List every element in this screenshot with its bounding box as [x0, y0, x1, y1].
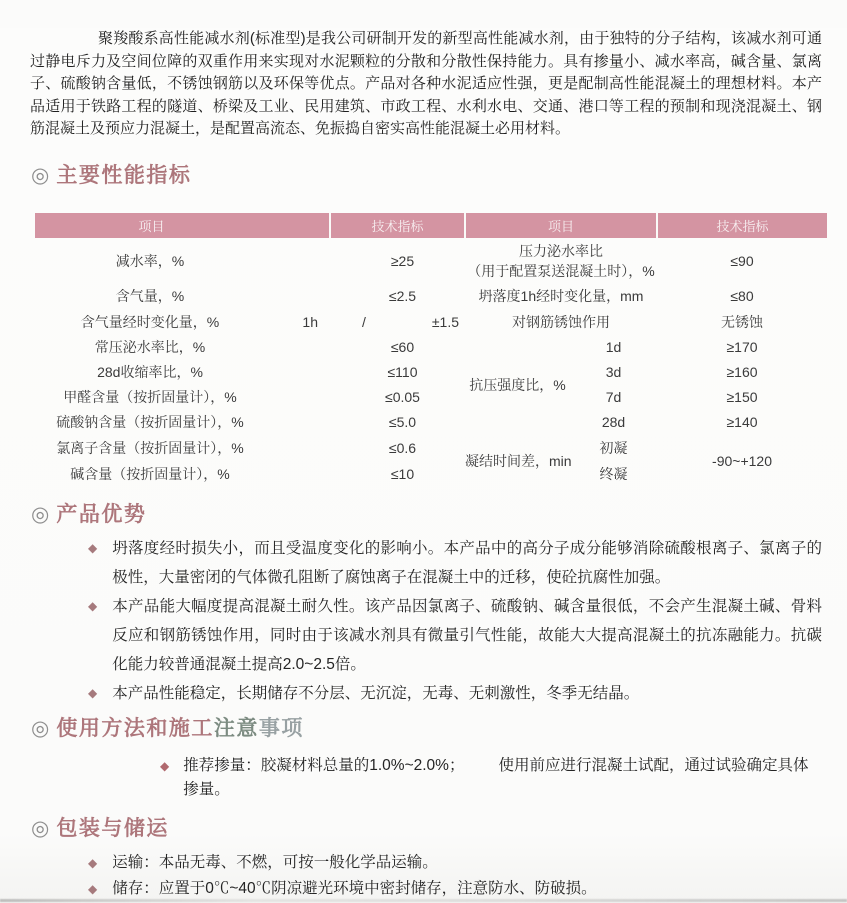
cell-value: ≤0.05 — [385, 389, 420, 405]
cell-value: ≥25 — [390, 252, 415, 269]
cell-value: ≤80 — [730, 288, 754, 304]
table-header-row — [35, 213, 827, 238]
cell-value: ≤5.0 — [388, 414, 417, 430]
section-title: 主要性能指标 — [56, 163, 192, 187]
section-title: 使用方法和施工 — [56, 716, 214, 740]
document-page — [0, 28, 847, 903]
list-item — [88, 850, 822, 876]
cell-sub-value: 1h — [302, 313, 318, 330]
list-item — [88, 592, 822, 679]
list-item — [88, 679, 822, 708]
table-row — [35, 284, 827, 309]
cell-value: ≤2.5 — [388, 288, 417, 304]
table-row — [35, 335, 827, 360]
cell-label-setting: 凝结时间差，min — [465, 453, 572, 469]
list-item-text: 本产品性能稳定，长期储存不分层、无沉淀，无毒、无刺激性，冬季无结晶。 — [112, 684, 640, 702]
cell-value: ≤0.6 — [388, 439, 417, 456]
table-row — [35, 435, 827, 461]
list-item — [88, 534, 822, 592]
intro-paragraph: 聚羧酸系高性能减水剂(标准型)是我公司研制开发的新型高性能减水剂，由于独特的分子结构，该减水剂可通过静电斥力及空间位障的双重作用来实现对水泥颗粒的分散和分散性保持能力。具有掺量小、减水率高，碱含量、氯离子、硫酸钠含量低，不锈蚀钢筋以及环保等优点。产品对各种水泥适应性强，更是配制高性能混凝土的理想材料。本产品适用于铁路工程的隧道、桥梁及工业、民用建筑、市政工程、水利水电、交通、港口等工程的预制和现浇混凝土、钢筋混凝土及预应力混凝土，是配置高流态、免振捣自密实高性能混凝土必用材料。 — [30, 30, 822, 137]
cell-age: 3d — [605, 364, 622, 380]
diamond-bullet-icon: ◆ — [88, 881, 98, 896]
bullseye-icon: ◎ — [31, 816, 50, 840]
cell-label: 坍落度1h经时变化量，mm — [478, 288, 644, 304]
diamond-bullet-icon: ◆ — [160, 758, 170, 773]
cell-label: 减水率，% — [115, 252, 185, 269]
cell-label: 氯离子含量（按折固量计），% — [56, 439, 244, 456]
table-row — [35, 385, 827, 410]
cell-value: ≤110 — [387, 364, 418, 380]
list-item-text: 坍落度经时损失小，而且受温度变化的影响小。本产品中的高分子成分能够消除硫酸根离子、氯离子的极性，大量密闭的气体微孔阻断了腐蚀离子在混凝土中的迁移，使砼抗腐性加强。 — [112, 539, 822, 586]
cell-age: 1d — [605, 339, 622, 355]
performance-table — [35, 213, 827, 488]
cell-value: / ±1.5 — [362, 313, 459, 330]
table-row — [35, 410, 827, 435]
list-item-text: 本产品能大幅度提高混凝土耐久性。该产品因氯离子、硫酸钠、碱含量很低，不会产生混凝土碱、骨料反应和钢筋锈蚀作用，同时由于该减水剂具有微量引气性能，故能大大提高混凝土的抗冻融能力。抗碳化能力较普通混凝土提高2.0~2.5倍。 — [112, 597, 822, 673]
packaging-list — [0, 850, 847, 902]
cell-value: ≤60 — [390, 339, 415, 355]
cell-age: 7d — [605, 389, 622, 405]
cell-value: ≥170 — [726, 339, 758, 355]
cell-stage: 终凝 — [599, 466, 628, 482]
cell-label: 硫酸钠含量（按折固量计），% — [56, 414, 244, 430]
cell-value: ≤90 — [730, 252, 754, 269]
table-row — [35, 238, 827, 284]
section-heading-packaging — [31, 816, 847, 842]
table-row — [35, 360, 827, 385]
list-item-text: 运输：本品无毒、不燃，可按一般化学品运输。 — [112, 853, 438, 871]
scan-artifact — [0, 899, 847, 902]
cell-label: 对钢筋锈蚀作用 — [512, 313, 610, 330]
cell-label-strength: 抗压强度比，% — [469, 376, 566, 393]
header-spec-left: 技术指标 — [330, 213, 465, 238]
section-heading-advantages — [31, 502, 847, 528]
advantages-list — [0, 534, 847, 708]
cell-value: 无锈蚀 — [721, 313, 764, 330]
bullseye-icon: ◎ — [31, 716, 50, 740]
bullseye-icon: ◎ — [31, 163, 50, 187]
list-item — [88, 876, 822, 902]
section-heading-performance — [31, 163, 847, 189]
usage-text: 推荐掺量：胶凝材料总量的1.0%~2.0%； 使用前应进行混凝土试配，通过试验确定具体掺量。 — [183, 756, 809, 798]
bullseye-icon: ◎ — [31, 502, 50, 526]
cell-label: 含气量，% — [115, 288, 185, 304]
diamond-bullet-icon: ◆ — [88, 540, 98, 555]
section-title: 产品优势 — [56, 502, 147, 526]
header-item-left: 项目 — [35, 213, 330, 238]
diamond-bullet-icon: ◆ — [88, 685, 98, 700]
cell-label: 含气量经时变化量，% 1h — [80, 313, 318, 330]
cell-stage: 初凝 — [599, 439, 628, 456]
diamond-bullet-icon: ◆ — [88, 598, 98, 613]
section-heading-usage — [31, 716, 847, 742]
cell-label: 甲醛含量（按折固量计），% — [63, 389, 237, 405]
diamond-bullet-icon: ◆ — [88, 855, 98, 870]
cell-value: ≥140 — [726, 414, 758, 430]
cell-label: 28d收缩率比，% — [97, 364, 203, 380]
section-title-tail: 事项 — [258, 716, 304, 740]
cell-age: 28d — [601, 414, 626, 430]
list-item-text: 储存：应置于0℃~40℃阴凉避光环境中密封储存，注意防水、防破损。 — [112, 879, 597, 897]
cell-label: 碱含量（按折固量计），% — [70, 466, 230, 482]
cell-value: -90~+120 — [712, 453, 772, 469]
header-item-right: 项目 — [465, 213, 657, 238]
table-row — [35, 309, 827, 335]
section-title: 包装与储运 — [56, 816, 169, 840]
cell-value: ≤10 — [390, 466, 415, 482]
cell-label: 压力泌水率比 （用于配置泵送混凝土时），% — [467, 242, 655, 279]
section-title-mid: 注意 — [213, 716, 259, 740]
cell-value: ≥160 — [726, 364, 758, 380]
header-spec-right: 技术指标 — [657, 213, 827, 238]
cell-value: ≥150 — [726, 389, 758, 405]
usage-list-item — [160, 754, 822, 802]
cell-label: 常压泌水率比，% — [94, 339, 206, 355]
